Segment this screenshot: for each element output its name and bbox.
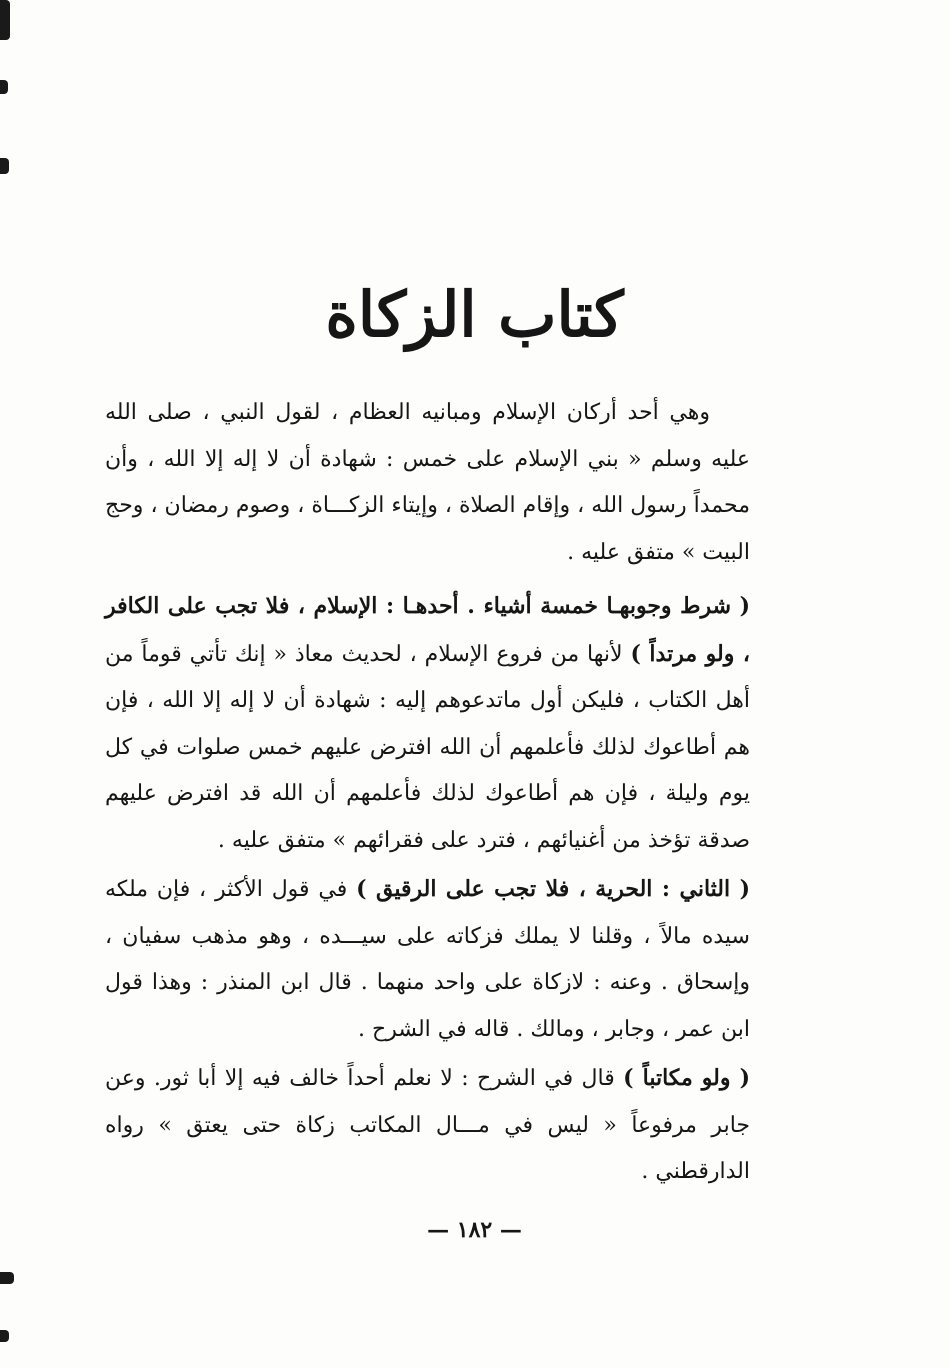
sharh-text: لأنها من فروع الإسلام ، لحديث معاذ « إنك تأتي قوماً من أهل الكتاب ، فليكن أول ماتدعوهم إليه : شهادة أن لا إله إلا الله ، فإن هم أطاعوك لذلك فأعلمهم أن الله افترض عليهم خمس صلوات في كل يوم وليلة ، فإن هم أطاعوك لذلك فأعلمهم أن الله قد افترض عليهم صدقة تؤخذ من أغنيائهم ، فترد على فقرائهم » متفق عليه . <box>105 641 750 853</box>
paragraph-intro <box>105 390 750 576</box>
sharh-text: قال في الشرح : لا نعلم أحداً خالف فيه إلا أبا ثور. وعن جابر مرفوعاً « ليس في مـــال المكاتب زكاة حتى يعتق » رواه الدارقطني . <box>105 1066 750 1184</box>
matn-text: ( ولو مكاتباً ) <box>623 1065 750 1091</box>
matn-text: ( شرط وجوبهـا خمسة أشياء . أحدهـا : الإسلام ، فلا تجب على الكافر ، ولو مرتداً ) <box>105 593 750 667</box>
paragraph-condition-islam <box>105 583 750 864</box>
paragraph-mukatab <box>105 1055 750 1196</box>
scan-edge-mark <box>0 80 8 94</box>
paragraph-condition-freedom <box>105 866 750 1053</box>
paragraph-text: وهي أحد أركان الإسلام ومبانيه العظام ، لقول النبي ، صلى الله عليه وسلم « بني الإسلام على خمس : شهادة أن لا إله إلا الله ، وأن محمداً رسول الله ، وإقام الصلاة ، وإيتاء الزكـــاة ، وصوم رمضان ، وحج البيت » متفق عليه . <box>105 400 750 565</box>
sharh-text: في قول الأكثر ، فإن ملكه سيده مالاً ، وقلنا لا يملك فزكاته على سيـــده ، وهو مذهب سفيان ، وإسحاق . وعنه : لازكاة على واحد منهما . قال ابن المنذر : وهذا قول ابن عمر ، وجابر ، ومالك . قاله في الشرح . <box>105 877 750 1042</box>
page-number: — ١٨٢ — <box>427 1217 522 1243</box>
scan-edge-mark <box>0 158 9 174</box>
matn-text: ( الثاني : الحرية ، فلا تجب على الرقيق ) <box>356 876 751 902</box>
scan-edge-mark <box>0 1272 14 1284</box>
scan-edge-mark <box>0 0 10 40</box>
scan-edge-mark <box>0 1330 9 1342</box>
chapter-title: كتاب الزكاة <box>325 278 624 351</box>
